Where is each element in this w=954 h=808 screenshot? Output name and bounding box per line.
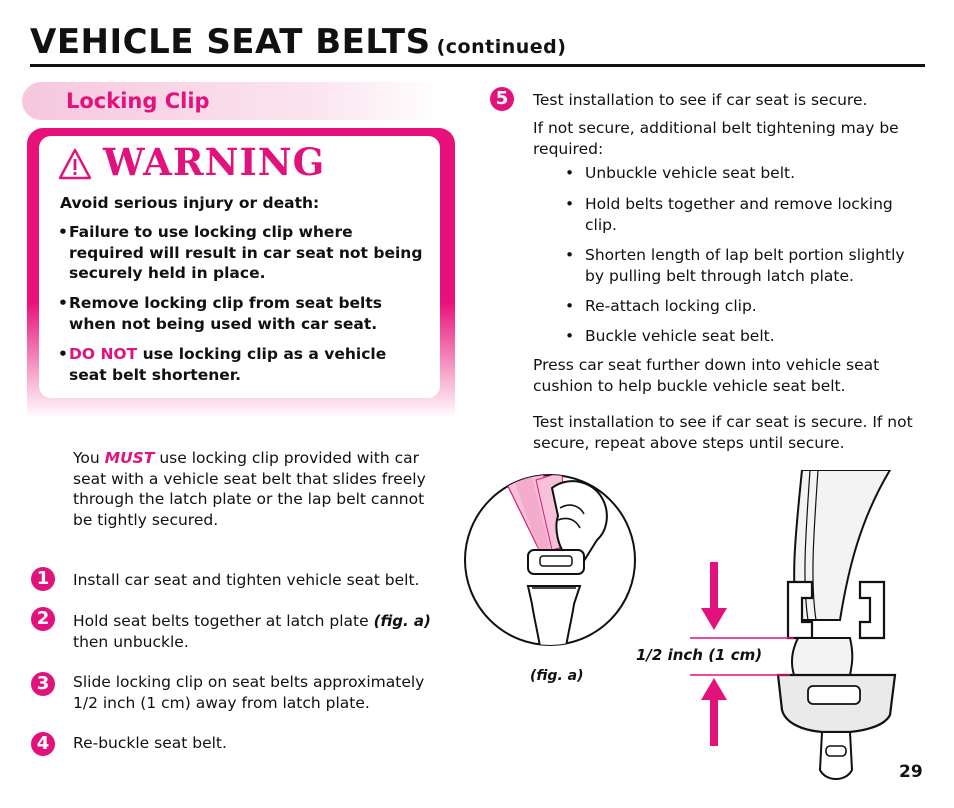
step-5-bullet-text: Unbuckle vehicle seat belt. — [585, 164, 796, 182]
step-4-badge: 4 — [31, 732, 55, 756]
warning-bullet-text: Failure to use locking clip where required will result in car seat not being securely held in place. — [69, 223, 423, 282]
page-title-continued: (continued) — [436, 36, 567, 58]
step-5-test-again: Test installation to see if car seat is secure. If not secure, repeat above steps until secure. — [533, 413, 913, 452]
warning-title: WARNING — [103, 140, 326, 184]
bullet-dot: • — [58, 294, 68, 312]
bullet-dot: • — [565, 164, 575, 182]
step-2-text — [73, 611, 448, 652]
page-title — [30, 22, 566, 62]
step-3-text: Slide locking clip on seat belts approximately 1/2 inch (1 cm) away from latch plate. — [73, 673, 425, 712]
step-5-bullet — [565, 326, 925, 347]
step-5-press: Press car seat further down into vehicle seat cushion to help buckle vehicle seat belt. — [533, 356, 880, 395]
step-5-bullet — [565, 194, 925, 235]
step-5-bullet-text: Re-attach locking clip. — [585, 297, 757, 315]
intro-prefix: You — [73, 449, 105, 467]
page-title-text: VEHICLE SEAT BELTS — [30, 22, 431, 62]
warning-bullet — [58, 344, 429, 385]
intro-must: MUST — [104, 449, 155, 467]
step-1-text: Install car seat and tighten vehicle seat belt. — [73, 571, 420, 589]
step-1-badge: 1 — [31, 567, 55, 591]
warning-do-not: DO NOT — [69, 345, 138, 363]
step-5-bullet-text: Hold belts together and remove locking clip. — [585, 195, 893, 234]
fig-a-label: (fig. a) — [530, 668, 584, 684]
bullet-dot: • — [565, 327, 575, 345]
step-5-bullet-text: Shorten length of lap belt portion slightly by pulling belt through latch plate. — [585, 246, 905, 285]
step-5-bullet — [565, 245, 925, 286]
step-2-badge: 2 — [31, 607, 55, 631]
warning-bullet — [58, 293, 429, 334]
step-5-not-secure: If not secure, additional belt tightening may be required: — [533, 119, 899, 158]
bullet-dot: • — [565, 297, 575, 315]
intro-paragraph — [73, 448, 443, 530]
step-5-text: Test installation to see if car seat is secure. — [533, 91, 868, 109]
page-number: 29 — [899, 762, 923, 782]
measurement-label: 1/2 inch (1 cm) — [636, 646, 763, 664]
section-title: Locking Clip — [66, 89, 210, 113]
warning-bullet — [58, 222, 429, 284]
bullet-dot: • — [58, 223, 68, 241]
step-4-text: Re-buckle seat belt. — [73, 734, 227, 752]
warning-triangle-icon — [58, 148, 92, 180]
warning-bullet-text: use locking clip as a vehicle seat belt shortener. — [69, 345, 387, 384]
step-2-fig-ref: (fig. a) — [373, 612, 431, 630]
warning-bullet-text: Remove locking clip from seat belts when not being used with car seat. — [69, 294, 383, 333]
fig-a-illustration — [462, 468, 637, 663]
header-rule — [30, 64, 925, 67]
step-5-bullet — [565, 163, 925, 184]
bullet-dot: • — [565, 195, 575, 213]
step-5-badge: 5 — [490, 87, 514, 111]
step-2-text-before: Hold seat belts together at latch plate — [73, 612, 374, 630]
step-5-bullet — [565, 296, 925, 317]
step-3-badge: 3 — [31, 672, 55, 696]
warning-subtitle: Avoid serious injury or death: — [60, 194, 320, 212]
step-5-bullet-text: Buckle vehicle seat belt. — [585, 327, 775, 345]
locking-clip-measurement-illustration — [690, 470, 930, 790]
bullet-dot: • — [58, 345, 68, 363]
intro-text: use locking clip provided with car seat with a vehicle seat belt that slides freely through the latch plate or the lap belt cannot be tightly secured. — [73, 449, 426, 529]
bullet-dot: • — [565, 246, 575, 264]
step-2-text-after: then unbuckle. — [73, 632, 189, 651]
